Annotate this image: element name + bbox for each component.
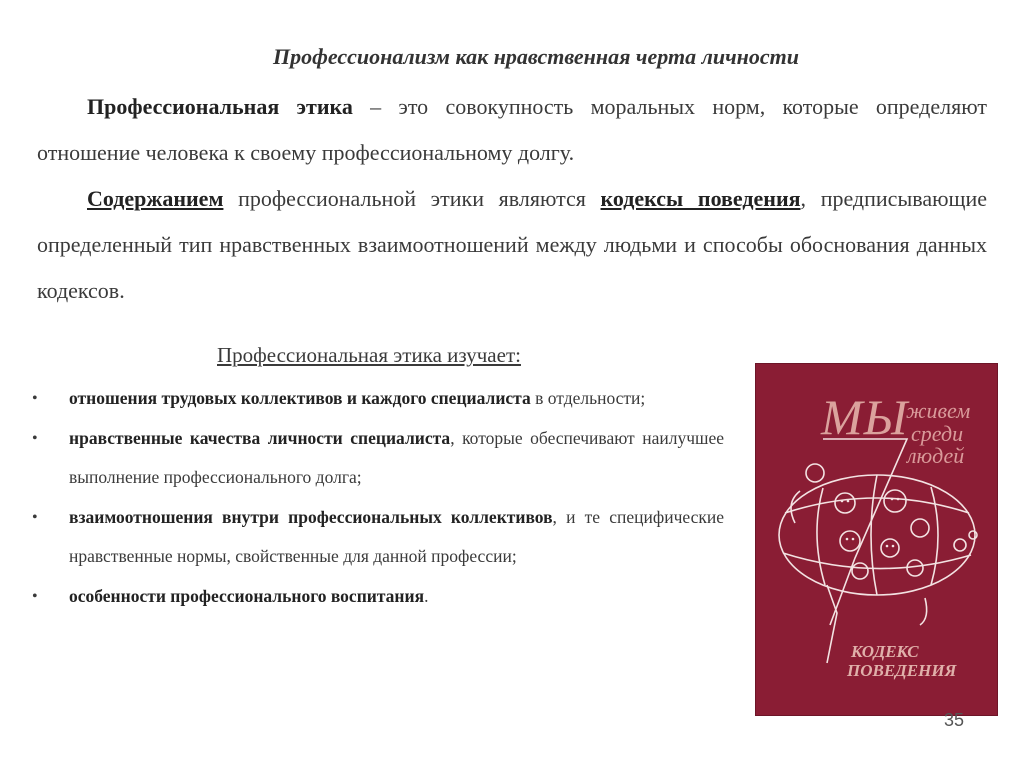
list-item-bold: особенности профессионального воспитания [69, 585, 425, 606]
content-paragraph [37, 176, 987, 314]
list-item [32, 498, 724, 577]
list-item-text: в отдельности; [530, 388, 646, 408]
study-list [32, 379, 724, 616]
page-number: 35 [944, 710, 965, 730]
definition-term: Профессиональная этика [87, 94, 353, 119]
book-subtitle-line2: ПОВЕДЕНИЯ [847, 661, 957, 680]
slide-title: Профессионализм как нравственная черта личности [273, 44, 799, 69]
book-title-line1: живем [906, 398, 971, 423]
list-item [32, 577, 724, 617]
content-rest: , предписывающие определенный тип нравственных взаимоотношений между людьми и способы обоснования данных кодексов. [37, 186, 987, 303]
codes-emphasis: кодексы поведения [600, 186, 801, 211]
list-item-bold: взаимоотношения внутри профессиональных коллективов [69, 506, 553, 527]
book-title-line2: среди [911, 421, 964, 446]
definition-paragraph [37, 84, 987, 176]
list-item [32, 419, 724, 498]
bullet-icon: • [32, 429, 38, 447]
list-item-bold: нравственные качества личности специалиста [69, 427, 451, 448]
list-item [32, 379, 724, 419]
list-item-text: , которые обеспечивают наилучшее выполнение профессионального долга; [69, 427, 724, 487]
bullet-icon: • [32, 587, 38, 605]
list-item-text: . [424, 585, 429, 606]
content-middle: профессиональной этики являются [223, 186, 601, 211]
book-subtitle-line1: КОДЕКС [851, 642, 919, 661]
book-title-line3: людей [907, 443, 965, 468]
bullet-icon: • [32, 390, 38, 407]
book-title-big: МЫ [821, 389, 909, 445]
list-item-bold: отношения трудовых коллективов и каждого специалиста [69, 388, 531, 408]
content-term: Содержанием [87, 186, 224, 211]
definition-text: – это совокупность моральных норм, которые определяют отношение человека к своему профессиональному долгу. [37, 94, 987, 165]
list-item-text: , и те специфические нравственные нормы, свойственные для данной профессии; [69, 506, 724, 566]
bullet-icon: • [32, 508, 38, 526]
study-heading: Профессиональная этика изучает: [217, 343, 521, 367]
book-cover-image [755, 363, 998, 716]
